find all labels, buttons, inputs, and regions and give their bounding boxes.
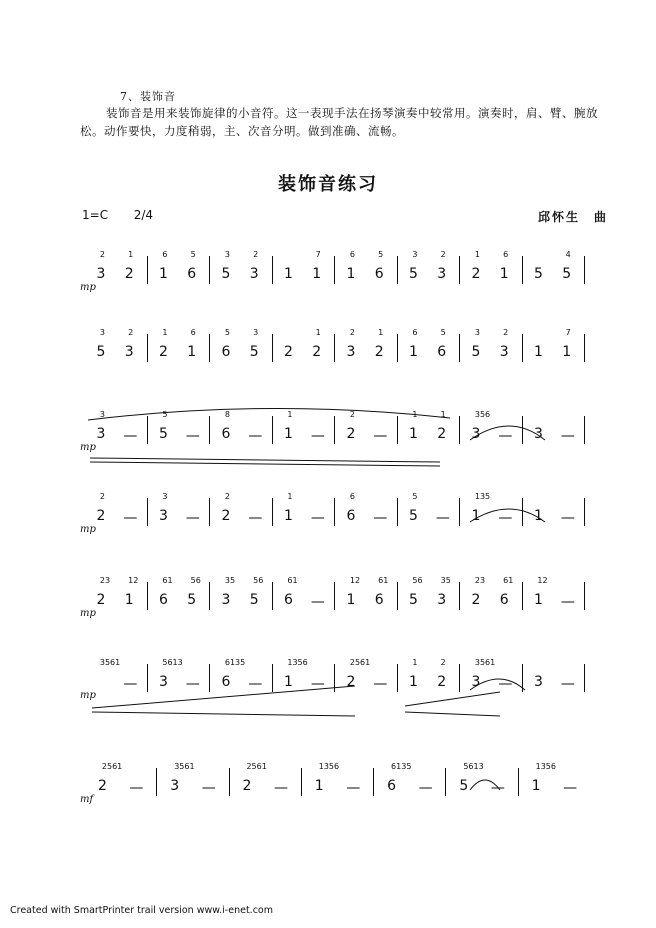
sustain-dash: — [310, 428, 325, 444]
main-note: 3 [437, 266, 447, 282]
main-note: 2 [437, 426, 447, 442]
main-note: 2 [283, 344, 293, 360]
sustain-dash: — [346, 780, 361, 796]
grace-note: 2561 [101, 762, 123, 771]
grace-note: 61 [503, 576, 514, 585]
sustain-dash: — [248, 676, 263, 692]
main-note: 6 [499, 592, 509, 608]
main-note: 1 [283, 508, 293, 524]
grace-note: 61 [287, 576, 298, 585]
grace-note: 1 [128, 250, 134, 259]
main-note: 3 [471, 674, 481, 690]
main-note: 3 [221, 592, 231, 608]
grace-note: 356 [474, 410, 491, 419]
grace-note: 135 [474, 492, 491, 501]
main-note: 6 [374, 592, 384, 608]
grace-note: 2 [503, 328, 509, 337]
grace-note: 56 [412, 576, 423, 585]
grace-note: 4 [565, 250, 571, 259]
dynamic-marking: mf [80, 794, 94, 805]
main-note: 2 [221, 508, 231, 524]
main-note: 1 [408, 344, 418, 360]
main-note: 3 [170, 778, 180, 794]
grace-note: 3561 [99, 658, 121, 667]
grace-note: 1 [412, 658, 418, 667]
main-note: 5 [221, 266, 231, 282]
main-note: 1 [124, 592, 134, 608]
slur-line [405, 712, 500, 716]
main-note: 3 [249, 266, 259, 282]
sustain-dash: — [498, 510, 513, 526]
main-note: 3 [533, 674, 543, 690]
main-note: 5 [562, 266, 572, 282]
grace-note: 6 [190, 328, 196, 337]
main-note: 1 [408, 674, 418, 690]
grace-note: 6135 [224, 658, 246, 667]
slur-line [92, 686, 355, 708]
main-note: 3 [158, 674, 168, 690]
grace-note: 2 [224, 492, 230, 501]
sustain-dash: — [310, 676, 325, 692]
main-note: 3 [158, 508, 168, 524]
grace-note: 5613 [162, 658, 183, 667]
grace-note: 5 [162, 410, 168, 419]
grace-note: 6 [412, 328, 418, 337]
main-note: 3 [124, 344, 134, 360]
main-note: 1 [283, 426, 293, 442]
grace-note: 1356 [535, 762, 556, 771]
main-note: 5 [158, 426, 168, 442]
main-note: 1 [158, 266, 168, 282]
main-note: 1 [314, 778, 324, 794]
grace-note: 6 [349, 250, 355, 259]
grace-note: 1356 [287, 658, 308, 667]
sustain-dash: — [123, 510, 138, 526]
sustain-dash: — [248, 428, 263, 444]
slur-line [88, 408, 450, 420]
grace-note: 23 [99, 576, 111, 585]
sustain-dash: — [310, 594, 325, 610]
grace-note: 3 [253, 328, 259, 337]
main-note: 6 [346, 508, 356, 524]
grace-note: 3 [474, 328, 480, 337]
grace-note: 5 [440, 328, 446, 337]
grace-note: 3 [412, 250, 418, 259]
main-note: 2 [124, 266, 134, 282]
main-note: 6 [221, 674, 231, 690]
page-title: 装饰音练习 [278, 174, 378, 195]
main-note: 5 [459, 778, 469, 794]
dynamic-marking: mp [80, 524, 96, 535]
dynamic-marking: mp [80, 282, 96, 293]
main-note: 3 [437, 592, 447, 608]
slur-line [90, 458, 440, 462]
main-note: 5 [187, 592, 197, 608]
main-note: 1 [533, 592, 543, 608]
main-note: 2 [96, 592, 106, 608]
main-note: 1 [283, 674, 293, 690]
main-note: 2 [374, 344, 384, 360]
grace-note: 2 [349, 410, 355, 419]
sustain-dash: — [563, 780, 578, 796]
sustain-dash: — [373, 428, 388, 444]
main-note: 2 [97, 778, 107, 794]
grace-note: 56 [190, 576, 201, 585]
main-note: 2 [346, 426, 356, 442]
main-note: 1 [187, 344, 197, 360]
slur-line [470, 679, 525, 690]
sustain-dash: — [248, 510, 263, 526]
grace-note: 1 [287, 410, 293, 419]
main-note: 1 [533, 508, 543, 524]
grace-note: 8 [224, 410, 230, 419]
main-note: 5 [96, 344, 106, 360]
sustain-dash: — [129, 780, 144, 796]
grace-note: 61 [378, 576, 389, 585]
grace-note: 3 [99, 410, 105, 419]
sustain-dash: — [560, 428, 575, 444]
grace-note: 7 [565, 328, 571, 337]
grace-note: 2561 [349, 658, 371, 667]
dynamic-marking: mp [80, 690, 96, 701]
main-note: 6 [437, 344, 447, 360]
main-note: 1 [562, 344, 572, 360]
grace-note: 6 [162, 250, 168, 259]
grace-note: 35 [440, 576, 451, 585]
main-note: 1 [346, 266, 356, 282]
grace-note: 12 [537, 576, 548, 585]
main-note: 1 [283, 266, 293, 282]
main-note: 2 [96, 508, 106, 524]
main-note: 5 [471, 344, 481, 360]
main-note: 1 [346, 592, 356, 608]
grace-note: 6 [503, 250, 509, 259]
grace-note: 1 [378, 328, 384, 337]
grace-note: 3 [99, 328, 105, 337]
sustain-dash: — [373, 510, 388, 526]
composer-credit: 邱怀生 曲 [538, 210, 609, 224]
slur-line [90, 462, 440, 466]
grace-note: 2 [128, 328, 134, 337]
main-note: 6 [221, 344, 231, 360]
main-note: 5 [408, 508, 418, 524]
grace-note: 6 [349, 492, 355, 501]
sustain-dash: — [185, 428, 200, 444]
main-note: 2 [242, 778, 252, 794]
time-signature: 2/4 [133, 208, 154, 222]
main-note: 1 [533, 344, 543, 360]
main-note: 3 [96, 266, 106, 282]
grace-note: 2 [253, 250, 259, 259]
grace-note: 2 [99, 250, 105, 259]
main-note: 2 [471, 592, 481, 608]
grace-note: 1 [412, 410, 418, 419]
dynamic-marking: mp [80, 608, 96, 619]
grace-note: 61 [162, 576, 173, 585]
grace-note: 12 [349, 576, 361, 585]
sustain-dash: — [373, 676, 388, 692]
grace-note: 3561 [474, 658, 496, 667]
slur-line [470, 509, 545, 522]
grace-note: 1 [315, 328, 321, 337]
main-note: 6 [283, 592, 293, 608]
grace-note: 6135 [391, 762, 412, 771]
sustain-dash: — [560, 676, 575, 692]
grace-note: 5 [190, 250, 196, 259]
main-note: 6 [374, 266, 384, 282]
grace-note: 1356 [318, 762, 340, 771]
intro-paragraph: 装饰音是用来装饰旋律的小音符。这一表现手法在扬琴演奏中较常用。演奏时，肩、臂、腕放松。动作要快，力度稍弱，主、次音分明。做到准确、流畅。 [80, 106, 598, 138]
main-note: 6 [221, 426, 231, 442]
grace-note: 1 [440, 410, 446, 419]
main-note: 2 [158, 344, 168, 360]
grace-note: 1 [162, 328, 168, 337]
main-note: 1 [408, 426, 418, 442]
main-note: 5 [408, 592, 418, 608]
main-note: 5 [408, 266, 418, 282]
dynamic-marking: mp [80, 442, 96, 453]
sustain-dash: — [274, 780, 288, 796]
grace-note: 3 [224, 250, 230, 259]
sustain-dash: — [201, 780, 216, 796]
grace-note: 35 [224, 576, 236, 585]
section-heading: 7、装饰音 [120, 90, 176, 103]
main-note: 3 [499, 344, 509, 360]
grace-note: 1 [474, 250, 480, 259]
grace-note: 7 [315, 250, 321, 259]
main-note: 2 [312, 344, 322, 360]
sustain-dash: — [123, 676, 138, 692]
grace-note: 5 [412, 492, 418, 501]
grace-note: 56 [253, 576, 264, 585]
main-note: 6 [187, 266, 197, 282]
sustain-dash: — [123, 428, 138, 444]
main-note: 3 [96, 426, 106, 442]
sustain-dash: — [310, 510, 325, 526]
sustain-dash: — [490, 780, 505, 796]
main-note: 3 [533, 426, 543, 442]
sustain-dash: — [185, 676, 200, 692]
grace-note: 5613 [463, 762, 484, 771]
main-note: 2 [437, 674, 447, 690]
footer-watermark: Created with SmartPrinter trail version www.i-enet.com [10, 905, 273, 916]
sustain-dash: — [560, 510, 575, 526]
main-note: 3 [471, 426, 481, 442]
main-note: 5 [249, 592, 259, 608]
grace-note: 5 [378, 250, 384, 259]
sustain-dash: — [418, 780, 433, 796]
sustain-dash: — [560, 594, 575, 610]
sustain-dash: — [185, 510, 200, 526]
main-note: 1 [471, 508, 481, 524]
slur-line [92, 712, 355, 716]
main-note: 6 [387, 778, 396, 794]
main-note: 1 [499, 266, 509, 282]
grace-note: 5 [224, 328, 230, 337]
grace-note: 1 [287, 492, 293, 501]
slur-line [470, 426, 545, 440]
slur-line [470, 780, 500, 790]
main-note: 6 [158, 592, 168, 608]
grace-note: 2 [99, 492, 105, 501]
grace-note: 3561 [174, 762, 195, 771]
grace-note: 2 [440, 250, 446, 259]
main-note: 2 [471, 266, 481, 282]
main-note: 2 [346, 674, 356, 690]
sustain-dash: — [498, 428, 513, 444]
key-signature: 1=C [82, 208, 109, 222]
main-note: 5 [249, 344, 259, 360]
grace-note: 2 [440, 658, 446, 667]
main-note: 1 [312, 266, 322, 282]
grace-note: 3 [162, 492, 168, 501]
grace-note: 12 [128, 576, 139, 585]
sustain-dash: — [498, 676, 513, 692]
main-note: 5 [533, 266, 543, 282]
slur-line [405, 692, 500, 706]
grace-note: 2 [349, 328, 355, 337]
main-note: 1 [531, 778, 541, 794]
grace-note: 23 [474, 576, 486, 585]
grace-note: 2561 [246, 762, 267, 771]
main-note: 3 [346, 344, 356, 360]
sustain-dash: — [435, 510, 450, 526]
